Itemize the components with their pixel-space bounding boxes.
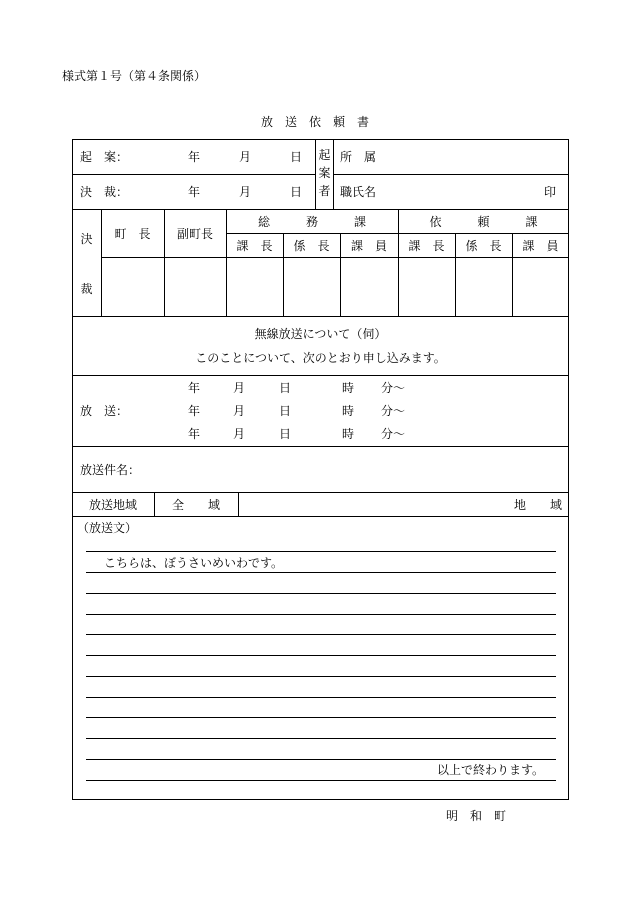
writing-line — [86, 593, 556, 594]
rule-draft-decision — [72, 174, 315, 175]
ga-subchief-header: 係 長 — [293, 239, 330, 253]
time-row-3-minute: 分～ — [381, 427, 406, 441]
request-title: 無線放送について（伺） — [254, 327, 387, 341]
time-row-2-year: 年 — [188, 404, 201, 418]
rule-time-bottom — [72, 446, 569, 447]
time-row-2-day: 日 — [279, 404, 292, 418]
rule-mayor — [164, 209, 165, 316]
deputy-mayor-header: 副町長 — [176, 227, 213, 241]
time-row-1-month: 月 — [233, 381, 246, 395]
time-row-1-hour: 時 — [342, 381, 355, 395]
writing-line — [86, 759, 556, 760]
draft-label: 起 案： — [80, 150, 129, 164]
rq-chief-header: 課 長 — [408, 239, 445, 253]
drafter-label-1: 起 — [318, 148, 331, 162]
mayor-header: 町 長 — [114, 227, 151, 241]
ga-chief-header: 課 長 — [236, 239, 273, 253]
issuer-name: 明 和 町 — [446, 809, 507, 823]
time-row-2-minute: 分～ — [381, 404, 406, 418]
writing-line — [86, 551, 556, 552]
area-label: 放送地域 — [88, 498, 137, 512]
time-row-3-day: 日 — [279, 427, 292, 441]
area-region: 地 域 — [514, 498, 563, 512]
time-row-3-hour: 時 — [342, 427, 355, 441]
writing-line — [86, 634, 556, 635]
draft-year: 年 — [188, 150, 201, 164]
draft-day: 日 — [290, 150, 303, 164]
writing-line — [86, 717, 556, 718]
writing-line — [86, 655, 556, 656]
rule-request-bottom — [72, 375, 569, 376]
rule-subject-bottom — [72, 492, 569, 493]
writing-line — [86, 572, 556, 573]
name-label: 職氏名 — [340, 185, 377, 199]
affiliation-label: 所 属 — [340, 150, 377, 164]
draft-month: 月 — [239, 150, 252, 164]
drafter-label-2: 案 — [318, 166, 331, 180]
approval-label-top: 決 — [80, 232, 93, 246]
time-row-1-day: 日 — [279, 381, 292, 395]
time-row-2-month: 月 — [233, 404, 246, 418]
decision-label: 決 裁： — [80, 185, 129, 199]
decision-year: 年 — [188, 185, 201, 199]
rule-role-bottom — [101, 257, 569, 258]
subject-label: 放送件名： — [80, 463, 141, 477]
broadcast-text-label: （放送文） — [77, 521, 138, 535]
time-row-1-minute: 分～ — [381, 381, 406, 395]
rule-approval-top — [72, 209, 569, 210]
broadcast-text-first-line: こちらは、ぼうさいめいわです。 — [104, 556, 284, 570]
decision-day: 日 — [290, 185, 303, 199]
writing-line — [86, 697, 556, 698]
ga-staff-header: 課 員 — [350, 239, 387, 253]
rule-drafter-right — [333, 139, 334, 209]
seal-mark: 印 — [544, 185, 557, 199]
area-all: 全 域 — [171, 498, 220, 512]
broadcast-text-last-line: 以上で終わります。 — [437, 763, 545, 777]
form-number: 様式第１号（第４条関係） — [62, 69, 207, 83]
rule-area-2 — [238, 492, 239, 516]
time-row-3-year: 年 — [188, 427, 201, 441]
requesting-dept-header: 依 頼 課 — [429, 215, 538, 229]
time-row-3-month: 月 — [233, 427, 246, 441]
request-body: このことについて、次のとおり申し込みます。 — [195, 351, 446, 365]
decision-month: 月 — [239, 185, 252, 199]
rule-approval-label — [101, 209, 102, 316]
general-affairs-header: 総 務 課 — [257, 215, 366, 229]
time-row-2-hour: 時 — [342, 404, 355, 418]
broadcast-label: 放 送： — [80, 404, 129, 418]
writing-line — [86, 676, 556, 677]
rq-staff-header: 課 員 — [522, 239, 559, 253]
time-row-1-year: 年 — [188, 381, 201, 395]
approval-label-bottom: 裁 — [80, 282, 93, 296]
rule-area-bottom — [72, 516, 569, 517]
writing-line — [86, 780, 556, 781]
writing-line — [86, 738, 556, 739]
rq-subchief-header: 係 長 — [465, 239, 502, 253]
drafter-label-3: 者 — [318, 184, 331, 198]
rule-affiliation-name — [333, 174, 569, 175]
document-title: 放 送 依 頼 書 — [260, 115, 369, 129]
writing-line — [86, 614, 556, 615]
rule-approval-bottom — [72, 316, 569, 317]
